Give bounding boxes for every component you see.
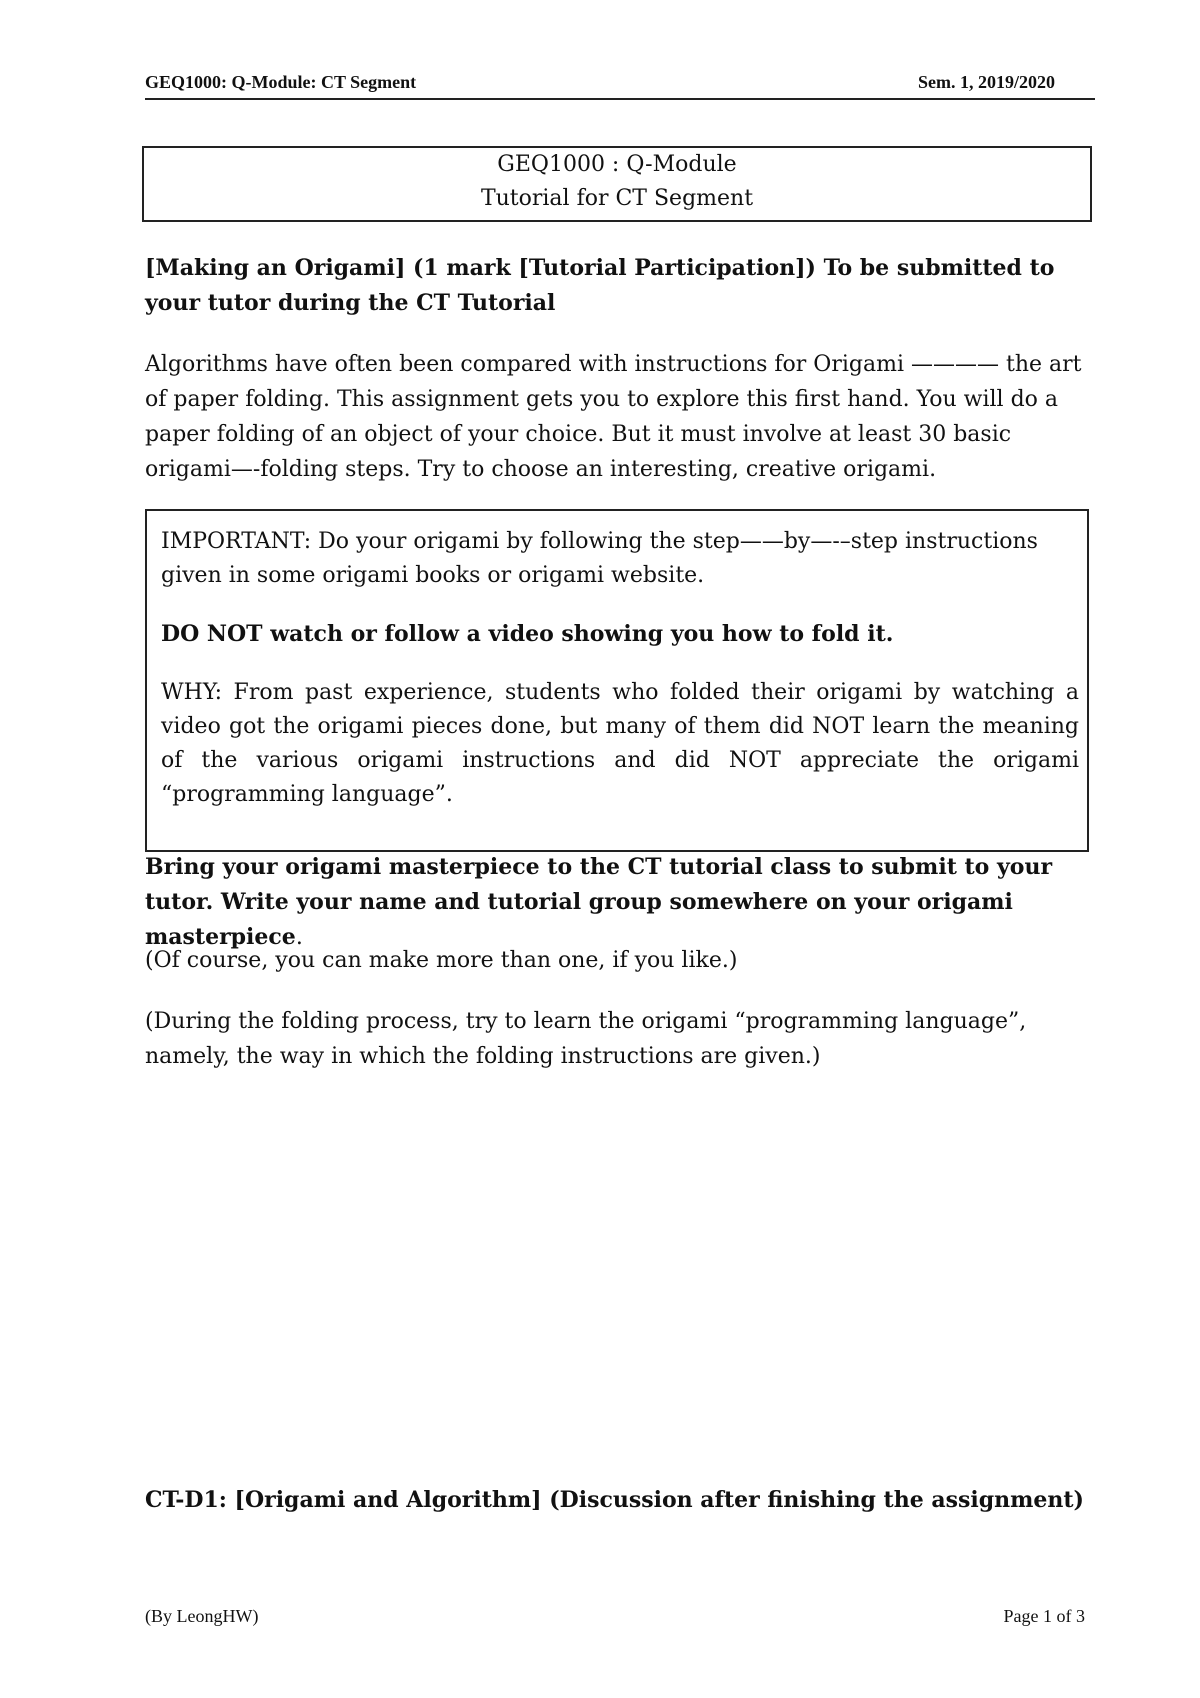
discussion-heading: CT-D1: [Origami and Algorithm] (Discussion after finishing the assignment) <box>145 1487 1084 1513</box>
assignment-heading: [Making an Origami] (1 mark [Tutorial Participation]) To be submitted to your tutor during the CT Tutorial <box>145 255 1055 316</box>
why-label: WHY <box>161 680 215 705</box>
submission-paragraph <box>145 850 1085 955</box>
important-paragraph <box>161 525 1079 593</box>
why-text: : From past experience, students who folded their origami by watching a video got the origami pieces done, but many of them did NOT learn the meaning of the various origami instructions and did NOT appreciate the origami “programming language”. <box>161 680 1079 807</box>
note-programming-language: (During the folding process, try to learn the origami “programming language”, namely, the way in which the folding instructions are given.) <box>145 1009 1027 1069</box>
title-line-2: Tutorial for CT Segment <box>480 186 754 211</box>
important-box <box>145 509 1089 852</box>
important-label: IMPORTANT <box>161 529 304 554</box>
submission-instruction-end: . <box>295 925 303 950</box>
page-header <box>145 72 1095 100</box>
title-box <box>142 146 1092 222</box>
important-text: : Do your origami by following the step——by—-–step instructions given in some origami books or origami website. <box>161 529 1038 588</box>
header-semester: Sem. 1, 2019/2020 <box>918 72 1055 92</box>
footer-author: (By LeongHW) <box>145 1606 259 1626</box>
video-warning: DO NOT watch or follow a video showing you how to fold it. <box>161 621 894 647</box>
assignment-intro: Algorithms have often been compared with instructions for Origami ———— the art of paper folding. This assignment gets you to explore this first hand. You will do a paper folding of an object of your choice. But it must involve at least 30 basic origami—-folding steps. Try to choose an interesting, creative origami. <box>145 352 1082 482</box>
footer-page-number: Page 1 of 3 <box>1003 1606 1085 1626</box>
header-course-title: GEQ1000: Q-Module: CT Segment <box>145 72 417 92</box>
submission-instruction: Bring your origami masterpiece to the CT tutorial class to submit to your tutor. Write your name and tutorial group somewhere on your origami masterpiece <box>145 854 1053 950</box>
note-multiple: (Of course, you can make more than one, if you like.) <box>145 948 738 973</box>
why-paragraph <box>161 676 1079 812</box>
title-line-1: GEQ1000 : Q-Module <box>497 152 737 177</box>
